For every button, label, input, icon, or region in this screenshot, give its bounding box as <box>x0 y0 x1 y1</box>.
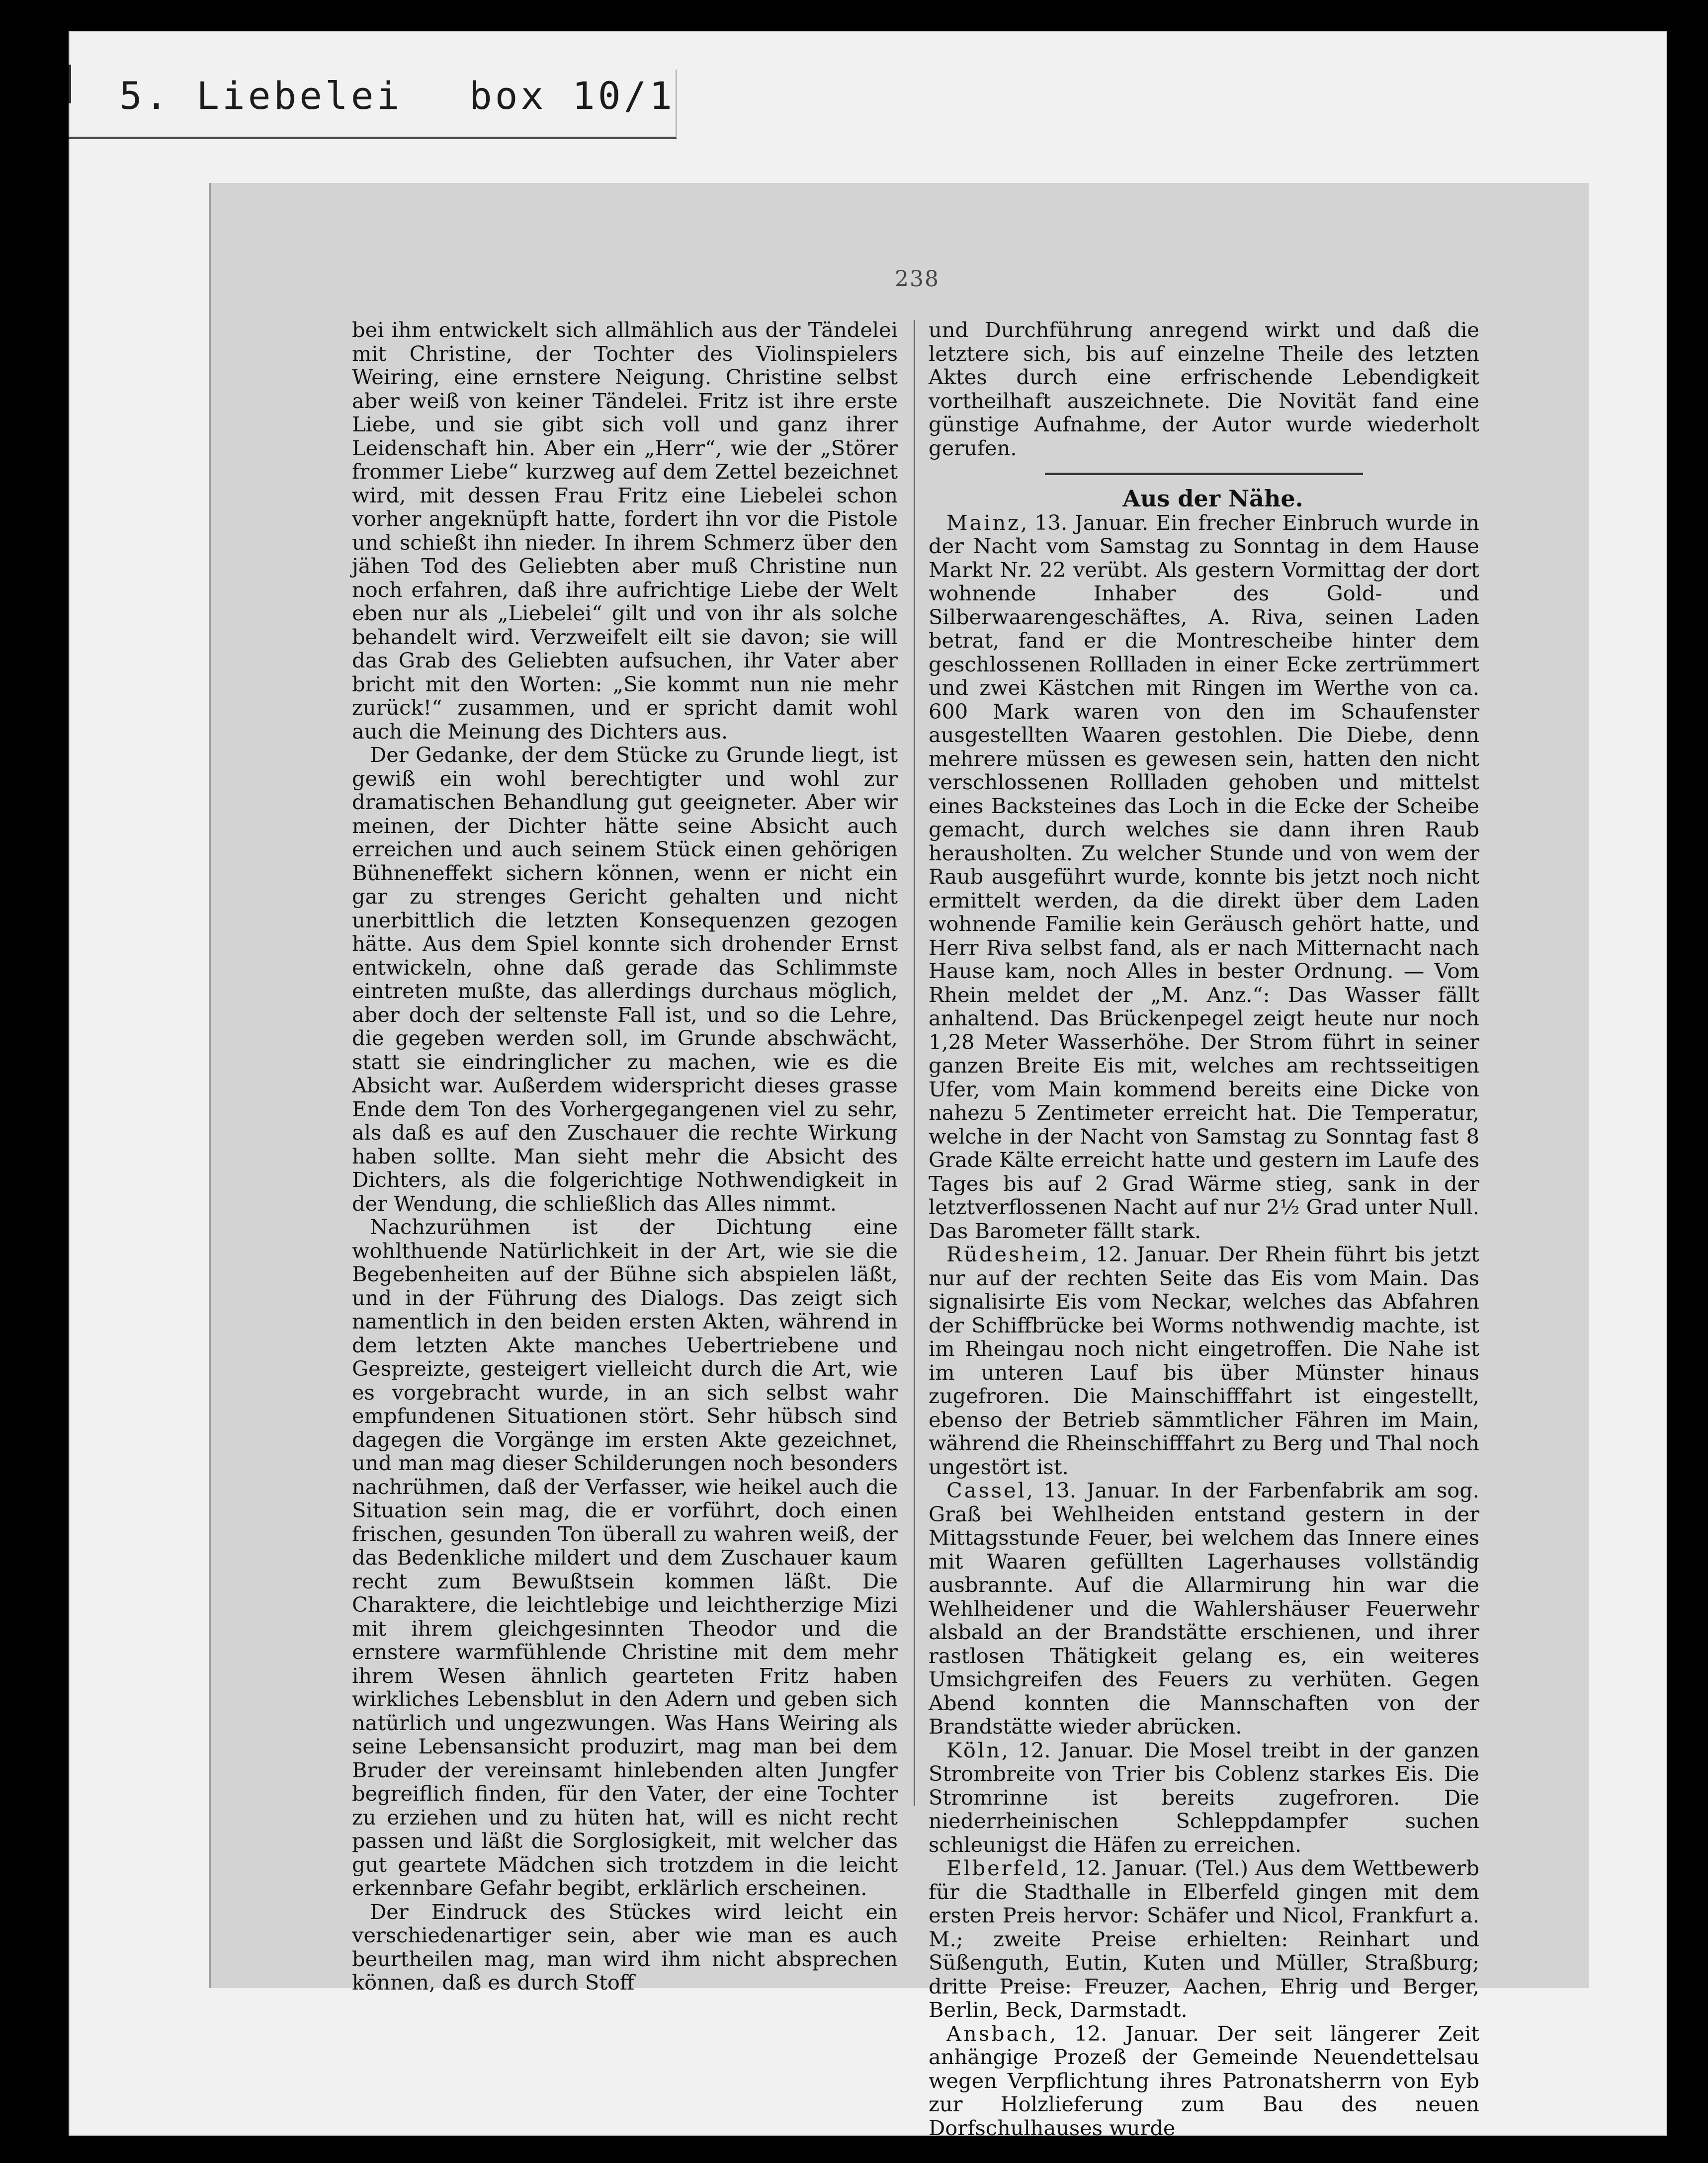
section-rule <box>1045 473 1363 475</box>
news-item <box>929 1856 1479 2022</box>
news-item <box>929 2022 1479 2140</box>
news-text: , 12. Januar. Die Mosel treibt in der ganzen Strombreite von Trier bis Coblenz starkes Eis. Die Stromrinne ist bereits zugefroren. Die niederrheinischen Schleppdampfer suchen schleunigst die Häfen zu erreichen. <box>929 1738 1479 1857</box>
news-place: Cassel <box>946 1478 1026 1502</box>
news-text: , 12. Januar. (Tel.) Aus dem Wettbewerb für die Stadthalle in Elberfeld gingen mit dem ersten Preis hervor: Schäfer und Nicol, Frankfurt a. M.; zweite Preise erhielten: Reinhart und Süßenguth, Eutin, Kuten und Müller, Straßburg; dritte Preise: Freuzer, Aachen, Ehrig und Berger, Berlin, Beck, Darmstadt. <box>929 1856 1479 2022</box>
news-place: Ansbach <box>946 2021 1050 2046</box>
left-column <box>352 318 898 1995</box>
archive-title: 5. Liebelei <box>119 74 403 118</box>
news-text: , 13. Januar. Ein frecher Einbruch wurde in der Nacht vom Samstag zu Sonntag in dem Hause Markt Nr. 22 verübt. Als gestern Vormittag der dort wohnende Inhaber des Gold- und Silberwaarengeschäftes, A. Riva, seinen Laden betrat, fand er die Montrescheibe hinter dem geschlossenen Rollladen in einer Ecke zertrümmert und zwei Kästchen mit Ringen im Werthe von ca. 600 Mark waren von den im Schaufenster ausgestellten Waaren gestohlen. Die Diebe, denn mehrere müssen es gewesen sein, hatten den nicht verschlossenen Rollladen gehoben und mittelst eines Backsteines das Loch in die Ecke der Scheibe gemacht, durch welches sie dann ihren Raub herausholten. Zu welcher Stunde und von wem der Raub ausgeführt wurde, konnte bis jetzt noch nicht ermittelt werden, da die direkt über dem Laden wohnende Familie kein Geräusch gehört hatte, und Herr Riva selbst fand, als er nach Mitternacht nach Hause kam, noch Alles in bester Ordnung. — Vom Rhein meldet der „M. Anz.“: Das Wasser fällt anhaltend. Das Brückenpegel zeigt heute nur noch 1,28 Meter Wasserhöhe. Der Strom führt in seiner ganzen Breite Eis mit, welches am rechtsseitigen Ufer, vom Main kommend bereits eine Dicke von nahezu 5 Zentimeter erreicht hat. Die Temperatur, welche in der Nacht von Samstag zu Sonntag fast 8 Grade Kälte erreicht hatte und gestern im Laufe des Tages bis auf 2 Grad Wärme stieg, sank in der letztverflossenen Nacht auf nur 2½ Grad unter Null. Das Barometer fällt stark. <box>929 510 1479 1243</box>
page-number: 238 <box>895 266 939 292</box>
archive-box-number: box 10/1 <box>469 74 676 118</box>
news-item <box>929 1479 1479 1739</box>
paragraph: bei ihm entwickelt sich allmählich aus der Tändelei mit Christine, der Tochter des Violinspielers Weiring, eine ernstere Neigung. Christine selbst aber weiß von keiner Tändelei. Fritz ist ihre erste Liebe, und sie gibt sich voll und ganz ihrer Leidenschaft hin. Aber ein „Herr“, wie der „Störer frommer Liebe“ kurzweg auf dem Zettel bezeichnet wird, mit dessen Frau Fritz eine Liebelei schon vorher angeknüpft hatte, fordert ihn vor die Pistole und schießt ihn nieder. In ihrem Schmerz über den jähen Tod des Geliebten aber muß Christine nun noch erfahren, daß ihre aufrichtige Liebe der Welt eben nur als „Liebelei“ gilt und von ihr als solche behandelt wird. Verzweifelt eilt sie davon; sie will das Grab des Geliebten aufsuchen, ihr Vater aber bricht mit den Worten: „Sie kommt nun nie mehr zurück!“ zusammen, und er spricht damit wohl auch die Meinung des Dichters aus. <box>352 318 898 744</box>
right-column <box>929 318 1479 2140</box>
news-item <box>929 1243 1479 1479</box>
news-text: , 12. Januar. Der seit längerer Zeit anhängige Prozeß der Gemeinde Neuendettelsau wegen Verpflichtung ihres Patronatsherrn von Eyb zur Holzlieferung zum Bau des neuen Dorfschulhauses wurde <box>929 2021 1479 2140</box>
news-place: Köln <box>946 1738 1002 1762</box>
news-item <box>929 511 1479 1243</box>
paragraph: Der Eindruck des Stückes wird leicht ein verschiedenartiger sein, aber wie man es auch beurtheilen mag, man wird ihm nicht absprechen können, daß es durch Stoff <box>352 1899 898 1995</box>
paragraph: und Durchführung anregend wirkt und daß die letztere sich, bis auf einzelne Theile des letzten Aktes durch eine erfrischende Lebendigkeit vortheilhaft auszeichnete. Die Novität fand eine günstige Aufnahme, der Autor wurde wiederholt gerufen. <box>929 318 1479 460</box>
news-item <box>929 1739 1479 1857</box>
news-text: , 13. Januar. In der Farbenfabrik am sog. Graß bei Wehlheiden entstand gestern in der Mittagsstunde Feuer, bei welchem das Innere eines mit Waaren gefüllten Lagerhauses vollständig ausbrannte. Auf die Allarmirung hin war die Wehlheidener und die Wahlershäuser Feuerwehr alsbald an der Brandstätte erschienen, und ihrer rastlosen Thätigkeit gelang es, ein weiteres Umsichgreifen des Feuers zu verhüten. Gegen Abend konnten die Mannschaften von der Brandstätte wieder abrücken. <box>929 1478 1479 1739</box>
paragraph: Der Gedanke, der dem Stücke zu Grunde liegt, ist gewiß ein wohl berechtigter und wohl zur dramatischen Behandlung gut geeigneter. Aber wir meinen, der Dichter hätte seine Absicht auch erreichen und auch seinem Stück einen gehörigen Bühneneffekt sichern können, wenn er nicht ein gar zu strenges Gericht gehalten und nicht unerbittlich die letzten Konsequenzen gezogen hätte. Aus dem Spiel konnte sich drohender Ernst entwickeln, ohne daß gerade das Schlimmste eintreten mußte, das allerdings durchaus möglich, aber doch der seltenste Fall ist, und so die Lehre, die gegeben werden soll, im Grunde abschwächt, statt sie eindringlicher zu machen, wie es die Absicht war. Außerdem widerspricht dieses grasse Ende dem Ton des Vorhergegangenen viel zu sehr, als daß es auf den Zuschauer die rechte Wirkung haben sollte. Man sieht mehr die Absicht des Dichters, als die folgerichtige Nothwendigkeit in der Wendung, die schließlich das Alles nimmt. <box>352 743 898 1216</box>
news-place: Elberfeld <box>946 1856 1061 1880</box>
column-divider <box>914 320 915 1806</box>
news-place: Mainz <box>946 510 1021 535</box>
label-tick-mark <box>69 65 71 103</box>
paragraph: Nachzurühmen ist der Dichtung eine wohlthuende Natürlichkeit in der Art, wie sie die Begebenheiten auf der Bühne sich abspielen läßt, und in der Führung des Dialogs. Das zeigt sich namentlich in den beiden ersten Akten, während in dem letzten Akte manches Uebertriebene und Gespreizte, gesteigert vielleicht durch die Art, wie es vorgebracht wurde, in an sich selbst wahr empfundenen Situationen stört. Sehr hübsch sind dagegen die Vorgänge im ersten Akte gezeichnet, und man mag dieser Schilderungen noch besonders nachrühmen, daß der Verfasser, wie heikel auch die Situation sein mag, die er vorführt, doch einen frischen, gesunden Ton überall zu wahren weiß, der das Bedenkliche mildert und dem Zuschauer kaum recht zum Bewußtsein kommen läßt. Die Charaktere, die leichtlebige und leichtherzige Mizi mit ihrem gleichgesinnten Theodor und die ernstere warmfühlende Christine mit dem mehr ihrem Wesen ähnlich gearteten Fritz haben wirkliches Lebensblut in den Adern und geben sich natürlich und ungezwungen. Was Hans Weiring als seine Lebensansicht produzirt, mag man bei dem Bruder der vereinsamt hinlebenden alten Jungfer begreiflich finden, für den Vater, der eine Tochter zu erziehen und zu hüten hat, will es nicht recht passen und läßt die Sorglosigkeit, mit welcher das gut geartete Mädchen sich trotzdem in die leicht erkennbare Gefahr begibt, erklärlich erscheinen. <box>352 1215 898 1900</box>
section-heading: Aus der Nähe. <box>1122 485 1303 512</box>
news-text: , 12. Januar. Der Rhein führt bis jetzt nur auf der rechten Seite das Eis vom Main. Das signalisirte Eis vom Neckar, welches das Abfahren der Schiffbrücke bei Worms nothwendig machte, ist im Rheingau noch nicht eingetroffen. Die Nahe ist im unteren Lauf bis über Münster hinaus zugefroren. Die Mainschifffahrt ist eingestellt, ebenso der Betrieb sämmtlicher Fähren im Main, während die Rheinschifffahrt zu Berg und Thal noch ungestört ist. <box>929 1242 1479 1479</box>
news-place: Rüdesheim <box>946 1242 1081 1266</box>
